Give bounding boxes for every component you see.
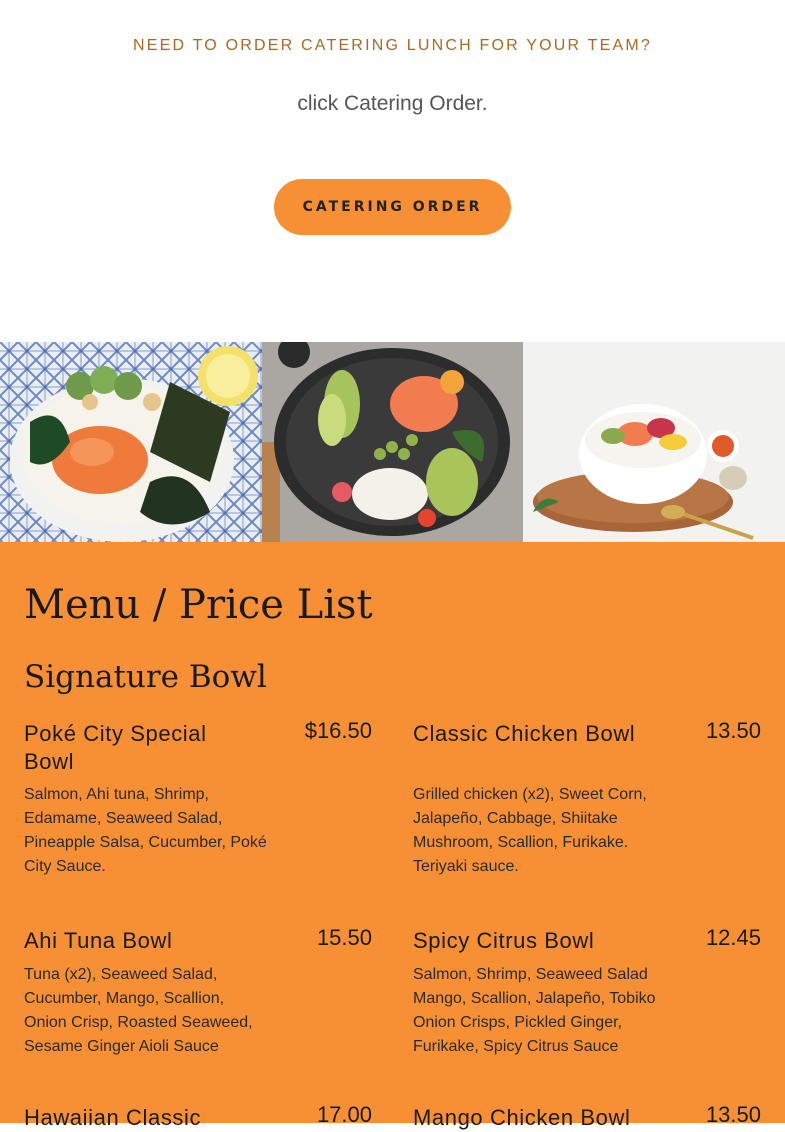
menu-item-price: 17.00	[316, 1102, 372, 1127]
menu-item-price: 15.50	[316, 925, 372, 950]
menu-item-price: 13.50	[705, 1102, 761, 1127]
menu-item-name: Ahi Tuna Bowl	[24, 928, 173, 953]
section-title-signature-bowl: Signature Bowl	[24, 659, 267, 695]
menu-item-name: Poké City Special Bowl	[24, 721, 207, 774]
menu-item-description: Tuna (x2), Seaweed Salad, Cucumber, Mango, Scallion, Onion Crisp, Roasted Seaweed, Sesame Ginger Aioli Sauce	[24, 966, 253, 1055]
menu-item-price: 12.45	[705, 925, 761, 950]
menu-item-name: Classic Chicken Bowl	[413, 721, 636, 746]
catering-heading: NEED TO ORDER CATERING LUNCH FOR YOUR TEAM?	[133, 37, 652, 54]
menu-item-description: Salmon, Shrimp, Seaweed Salad Mango, Scallion, Jalapeño, Tobiko Onion Crisps, Pickled Ginger, Furikake, Spicy Citrus Sauce	[413, 966, 656, 1055]
menu-item-name: Hawaiian Classic	[24, 1105, 202, 1130]
menu-item-description: Grilled chicken (x2), Sweet Corn, Jalapeño, Cabbage, Shiitake Mushroom, Scallion, Furikake. Teriyaki sauce.	[413, 786, 647, 875]
menu-item-price: $16.50	[304, 718, 372, 743]
menu-item-name: Mango Chicken Bowl	[413, 1105, 631, 1130]
menu-title: Menu / Price List	[24, 582, 373, 628]
tuna-bowl-on-board-photo	[523, 342, 785, 542]
menu-item-name: Spicy Citrus Bowl	[413, 928, 595, 953]
avocado-salmon-bowl-photo	[262, 342, 523, 542]
catering-section	[0, 0, 785, 342]
photo-gallery	[0, 342, 785, 542]
menu-item-description: Salmon, Ahi tuna, Shrimp, Edamame, Seaweed Salad, Pineapple Salsa, Cucumber, Poké City Sauce.	[24, 786, 267, 875]
salmon-poke-bowl-photo	[0, 342, 262, 542]
catering-order-button[interactable]: CATERING ORDER	[274, 179, 511, 235]
catering-subtext: click Catering Order.	[297, 92, 488, 115]
menu-item-price: 13.50	[705, 718, 761, 743]
